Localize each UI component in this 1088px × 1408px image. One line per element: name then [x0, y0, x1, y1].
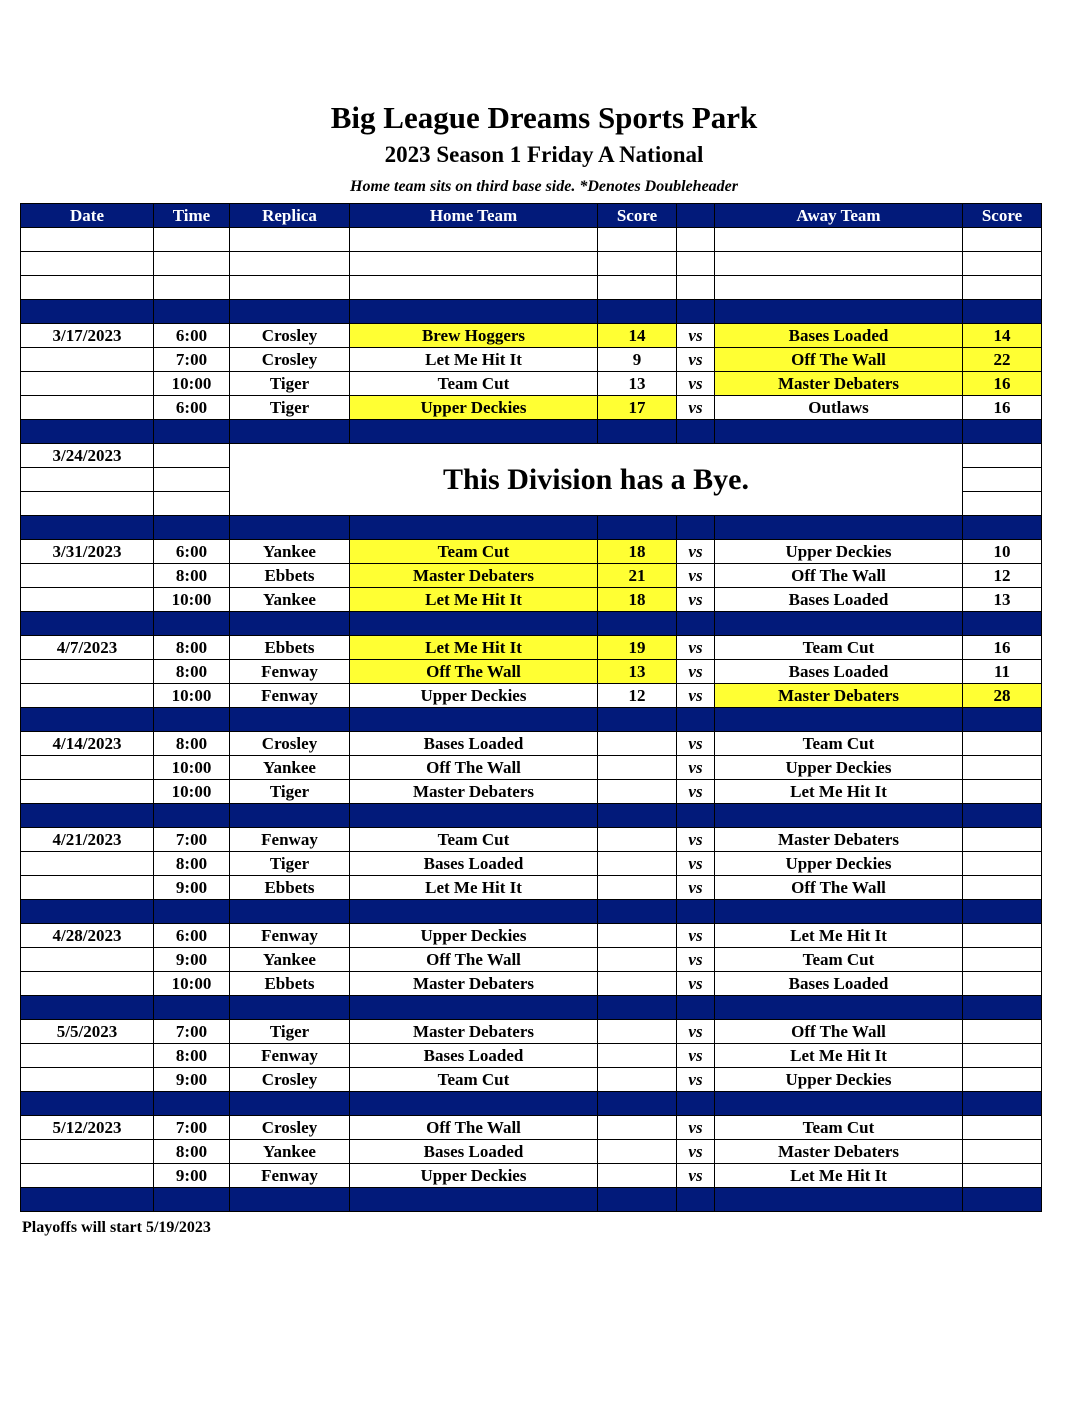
replica-field-cell: Ebbets [230, 876, 350, 900]
date-cell [21, 756, 154, 780]
home-score-cell: 13 [598, 372, 677, 396]
home-team-cell: Upper Deckies [350, 396, 598, 420]
vs-label: vs [677, 972, 715, 996]
playoffs-note: Playoffs will start 5/19/2023 [22, 1219, 211, 1236]
game-row [21, 1164, 1042, 1188]
away-score-cell [963, 492, 1042, 516]
vs-label: vs [677, 348, 715, 372]
col-header-date: Date [21, 204, 154, 228]
away-score-cell [963, 876, 1042, 900]
home-team-cell: Bases Loaded [350, 1140, 598, 1164]
home-score-cell [598, 972, 677, 996]
away-score-cell [963, 1020, 1042, 1044]
away-team-cell: Upper Deckies [715, 852, 963, 876]
date-cell [21, 852, 154, 876]
away-team-cell: Let Me Hit It [715, 1044, 963, 1068]
away-score-cell: 28 [963, 684, 1042, 708]
week-separator-row [21, 420, 1042, 444]
time-cell [154, 444, 230, 468]
vs-label: vs [677, 1020, 715, 1044]
game-row [21, 396, 1042, 420]
away-score-cell [963, 444, 1042, 468]
away-score-cell [963, 972, 1042, 996]
week-separator-row [21, 708, 1042, 732]
page-title: Big League Dreams Sports Park [330, 100, 758, 135]
away-team-cell: Let Me Hit It [715, 924, 963, 948]
away-score-cell: 16 [963, 636, 1042, 660]
replica-field-cell: Ebbets [230, 636, 350, 660]
replica-field-cell: Tiger [230, 1020, 350, 1044]
time-cell: 10:00 [154, 684, 230, 708]
home-team-cell: Upper Deckies [350, 1164, 598, 1188]
vs-label: vs [677, 372, 715, 396]
home-score-cell: 9 [598, 348, 677, 372]
game-row [21, 564, 1042, 588]
home-score-cell: 17 [598, 396, 677, 420]
away-team-cell: Upper Deckies [715, 756, 963, 780]
game-row [21, 972, 1042, 996]
home-team-cell: Bases Loaded [350, 1044, 598, 1068]
time-cell: 8:00 [154, 852, 230, 876]
home-team-cell: Upper Deckies [350, 924, 598, 948]
replica-field-cell: Yankee [230, 1140, 350, 1164]
date-cell: 5/12/2023 [21, 1116, 154, 1140]
home-score-cell [598, 852, 677, 876]
empty-row [21, 228, 1042, 252]
vs-label: vs [677, 1164, 715, 1188]
home-team-cell: Team Cut [350, 1068, 598, 1092]
home-team-cell: Off The Wall [350, 660, 598, 684]
replica-field-cell: Crosley [230, 732, 350, 756]
home-score-cell [598, 1044, 677, 1068]
date-cell [21, 1044, 154, 1068]
home-team-cell: Upper Deckies [350, 684, 598, 708]
date-cell [21, 780, 154, 804]
away-team-cell: Bases Loaded [715, 324, 963, 348]
bye-row [21, 444, 1042, 468]
date-cell [21, 1140, 154, 1164]
col-header-home-score: Score [598, 204, 677, 228]
vs-label: vs [677, 540, 715, 564]
replica-field-cell: Tiger [230, 396, 350, 420]
game-row [21, 636, 1042, 660]
away-score-cell [963, 924, 1042, 948]
date-cell [21, 684, 154, 708]
away-team-cell: Let Me Hit It [715, 780, 963, 804]
home-score-cell: 13 [598, 660, 677, 684]
empty-row [21, 276, 1042, 300]
home-score-cell [598, 828, 677, 852]
away-score-cell [963, 1140, 1042, 1164]
date-cell: 4/28/2023 [21, 924, 154, 948]
away-score-cell [963, 948, 1042, 972]
replica-field-cell: Fenway [230, 1044, 350, 1068]
date-cell [21, 564, 154, 588]
col-header-home-team: Home Team [350, 204, 598, 228]
home-team-cell: Master Debaters [350, 564, 598, 588]
vs-label: vs [677, 588, 715, 612]
home-team-cell: Master Debaters [350, 780, 598, 804]
away-team-cell: Master Debaters [715, 372, 963, 396]
vs-label: vs [677, 684, 715, 708]
replica-field-cell: Yankee [230, 948, 350, 972]
date-cell [21, 660, 154, 684]
away-team-cell: Off The Wall [715, 348, 963, 372]
replica-field-cell: Yankee [230, 588, 350, 612]
away-score-cell [963, 852, 1042, 876]
time-cell: 8:00 [154, 660, 230, 684]
schedule-note: Home team sits on third base side. *Denotes Doubleheader [350, 178, 738, 195]
home-team-cell: Bases Loaded [350, 852, 598, 876]
page-subtitle: 2023 Season 1 Friday A National [384, 142, 704, 167]
date-cell: 4/14/2023 [21, 732, 154, 756]
game-row [21, 732, 1042, 756]
home-score-cell: 18 [598, 588, 677, 612]
week-separator-row [21, 1188, 1042, 1212]
away-score-cell [963, 756, 1042, 780]
replica-field-cell: Fenway [230, 828, 350, 852]
game-row [21, 948, 1042, 972]
time-cell: 7:00 [154, 1116, 230, 1140]
time-cell: 10:00 [154, 756, 230, 780]
game-row [21, 1020, 1042, 1044]
time-cell: 6:00 [154, 324, 230, 348]
date-cell [21, 588, 154, 612]
away-score-cell [963, 1116, 1042, 1140]
time-cell: 8:00 [154, 1044, 230, 1068]
home-team-cell: Let Me Hit It [350, 636, 598, 660]
vs-label: vs [677, 924, 715, 948]
away-team-cell: Off The Wall [715, 1020, 963, 1044]
vs-label: vs [677, 948, 715, 972]
away-team-cell: Bases Loaded [715, 588, 963, 612]
away-team-cell: Let Me Hit It [715, 1164, 963, 1188]
away-score-cell [963, 1164, 1042, 1188]
home-score-cell [598, 756, 677, 780]
away-score-cell [963, 828, 1042, 852]
time-cell: 7:00 [154, 828, 230, 852]
home-team-cell: Master Debaters [350, 1020, 598, 1044]
away-team-cell: Master Debaters [715, 684, 963, 708]
col-header-away-score: Score [963, 204, 1042, 228]
away-score-cell: 12 [963, 564, 1042, 588]
replica-field-cell: Ebbets [230, 972, 350, 996]
bye-message: This Division has a Bye. [230, 444, 963, 516]
week-separator-row [21, 516, 1042, 540]
away-score-cell: 10 [963, 540, 1042, 564]
game-row [21, 756, 1042, 780]
away-score-cell [963, 732, 1042, 756]
away-score-cell [963, 780, 1042, 804]
game-row [21, 684, 1042, 708]
home-score-cell [598, 1116, 677, 1140]
time-cell: 10:00 [154, 372, 230, 396]
time-cell: 10:00 [154, 780, 230, 804]
away-team-cell: Upper Deckies [715, 1068, 963, 1092]
home-score-cell: 21 [598, 564, 677, 588]
away-team-cell: Team Cut [715, 636, 963, 660]
date-cell [21, 1068, 154, 1092]
vs-label: vs [677, 636, 715, 660]
away-score-cell: 22 [963, 348, 1042, 372]
vs-label: vs [677, 660, 715, 684]
time-cell: 9:00 [154, 876, 230, 900]
home-score-cell [598, 780, 677, 804]
home-score-cell [598, 1164, 677, 1188]
time-cell: 6:00 [154, 540, 230, 564]
time-cell: 7:00 [154, 1020, 230, 1044]
vs-label: vs [677, 852, 715, 876]
vs-label: vs [677, 756, 715, 780]
date-cell [21, 948, 154, 972]
away-team-cell: Team Cut [715, 948, 963, 972]
home-team-cell: Off The Wall [350, 948, 598, 972]
home-score-cell [598, 876, 677, 900]
date-cell [21, 372, 154, 396]
game-row [21, 660, 1042, 684]
vs-label: vs [677, 324, 715, 348]
time-cell: 7:00 [154, 348, 230, 372]
home-score-cell: 14 [598, 324, 677, 348]
vs-label: vs [677, 732, 715, 756]
time-cell: 8:00 [154, 564, 230, 588]
away-score-cell: 13 [963, 588, 1042, 612]
home-score-cell [598, 732, 677, 756]
home-team-cell: Off The Wall [350, 756, 598, 780]
vs-label: vs [677, 396, 715, 420]
date-cell [21, 396, 154, 420]
away-team-cell: Off The Wall [715, 876, 963, 900]
replica-field-cell: Fenway [230, 684, 350, 708]
week-separator-row [21, 300, 1042, 324]
replica-field-cell: Crosley [230, 324, 350, 348]
game-row [21, 828, 1042, 852]
date-cell [21, 876, 154, 900]
col-header-time: Time [154, 204, 230, 228]
away-team-cell: Team Cut [715, 732, 963, 756]
time-cell: 8:00 [154, 1140, 230, 1164]
time-cell: 10:00 [154, 972, 230, 996]
game-row [21, 924, 1042, 948]
away-score-cell: 16 [963, 396, 1042, 420]
game-row [21, 540, 1042, 564]
week-separator-row [21, 612, 1042, 636]
col-header-vs [677, 204, 715, 228]
replica-field-cell: Yankee [230, 540, 350, 564]
date-cell [21, 972, 154, 996]
replica-field-cell: Fenway [230, 660, 350, 684]
replica-field-cell: Crosley [230, 1116, 350, 1140]
table-header-row [21, 204, 1042, 228]
time-cell: 10:00 [154, 588, 230, 612]
away-score-cell: 14 [963, 324, 1042, 348]
date-cell: 3/17/2023 [21, 324, 154, 348]
date-cell [21, 492, 154, 516]
home-team-cell: Team Cut [350, 372, 598, 396]
home-team-cell: Bases Loaded [350, 732, 598, 756]
away-team-cell: Master Debaters [715, 828, 963, 852]
away-team-cell: Upper Deckies [715, 540, 963, 564]
game-row [21, 780, 1042, 804]
game-row [21, 588, 1042, 612]
replica-field-cell: Crosley [230, 1068, 350, 1092]
col-header-away-team: Away Team [715, 204, 963, 228]
home-team-cell: Team Cut [350, 540, 598, 564]
week-separator-row [21, 1092, 1042, 1116]
game-row [21, 324, 1042, 348]
time-cell: 6:00 [154, 396, 230, 420]
home-team-cell: Off The Wall [350, 1116, 598, 1140]
home-team-cell: Let Me Hit It [350, 348, 598, 372]
date-cell: 4/7/2023 [21, 636, 154, 660]
time-cell: 8:00 [154, 732, 230, 756]
replica-field-cell: Fenway [230, 1164, 350, 1188]
home-score-cell [598, 1020, 677, 1044]
away-team-cell: Off The Wall [715, 564, 963, 588]
replica-field-cell: Ebbets [230, 564, 350, 588]
home-score-cell: 19 [598, 636, 677, 660]
date-cell [21, 348, 154, 372]
week-separator-row [21, 900, 1042, 924]
home-score-cell [598, 924, 677, 948]
away-score-cell: 11 [963, 660, 1042, 684]
vs-label: vs [677, 780, 715, 804]
date-cell: 3/24/2023 [21, 444, 154, 468]
away-team-cell: Outlaws [715, 396, 963, 420]
away-team-cell: Master Debaters [715, 1140, 963, 1164]
home-score-cell [598, 948, 677, 972]
col-header-replica: Replica [230, 204, 350, 228]
vs-label: vs [677, 1140, 715, 1164]
home-score-cell [598, 1140, 677, 1164]
date-cell [21, 1164, 154, 1188]
game-row [21, 876, 1042, 900]
game-row [21, 1140, 1042, 1164]
week-separator-row [21, 804, 1042, 828]
replica-field-cell: Tiger [230, 780, 350, 804]
away-score-cell [963, 468, 1042, 492]
date-cell [21, 468, 154, 492]
game-row [21, 348, 1042, 372]
home-team-cell: Let Me Hit It [350, 876, 598, 900]
time-cell: 8:00 [154, 636, 230, 660]
vs-label: vs [677, 876, 715, 900]
away-score-cell [963, 1044, 1042, 1068]
time-cell: 9:00 [154, 1068, 230, 1092]
home-score-cell [598, 1068, 677, 1092]
home-team-cell: Brew Hoggers [350, 324, 598, 348]
away-team-cell: Bases Loaded [715, 660, 963, 684]
game-row [21, 372, 1042, 396]
away-score-cell [963, 1068, 1042, 1092]
vs-label: vs [677, 828, 715, 852]
vs-label: vs [677, 1116, 715, 1140]
home-team-cell: Master Debaters [350, 972, 598, 996]
replica-field-cell: Tiger [230, 852, 350, 876]
home-score-cell: 12 [598, 684, 677, 708]
game-row [21, 1116, 1042, 1140]
replica-field-cell: Tiger [230, 372, 350, 396]
vs-label: vs [677, 1044, 715, 1068]
game-row [21, 852, 1042, 876]
replica-field-cell: Yankee [230, 756, 350, 780]
schedule-table [20, 203, 1042, 1212]
vs-label: vs [677, 1068, 715, 1092]
time-cell [154, 492, 230, 516]
away-team-cell: Team Cut [715, 1116, 963, 1140]
home-score-cell: 18 [598, 540, 677, 564]
date-cell: 4/21/2023 [21, 828, 154, 852]
date-cell: 5/5/2023 [21, 1020, 154, 1044]
replica-field-cell: Fenway [230, 924, 350, 948]
away-team-cell: Bases Loaded [715, 972, 963, 996]
game-row [21, 1044, 1042, 1068]
time-cell: 9:00 [154, 1164, 230, 1188]
home-team-cell: Team Cut [350, 828, 598, 852]
time-cell: 6:00 [154, 924, 230, 948]
replica-field-cell: Crosley [230, 348, 350, 372]
empty-row [21, 252, 1042, 276]
time-cell: 9:00 [154, 948, 230, 972]
time-cell [154, 468, 230, 492]
week-separator-row [21, 996, 1042, 1020]
home-team-cell: Let Me Hit It [350, 588, 598, 612]
vs-label: vs [677, 564, 715, 588]
game-row [21, 1068, 1042, 1092]
date-cell: 3/31/2023 [21, 540, 154, 564]
away-score-cell: 16 [963, 372, 1042, 396]
